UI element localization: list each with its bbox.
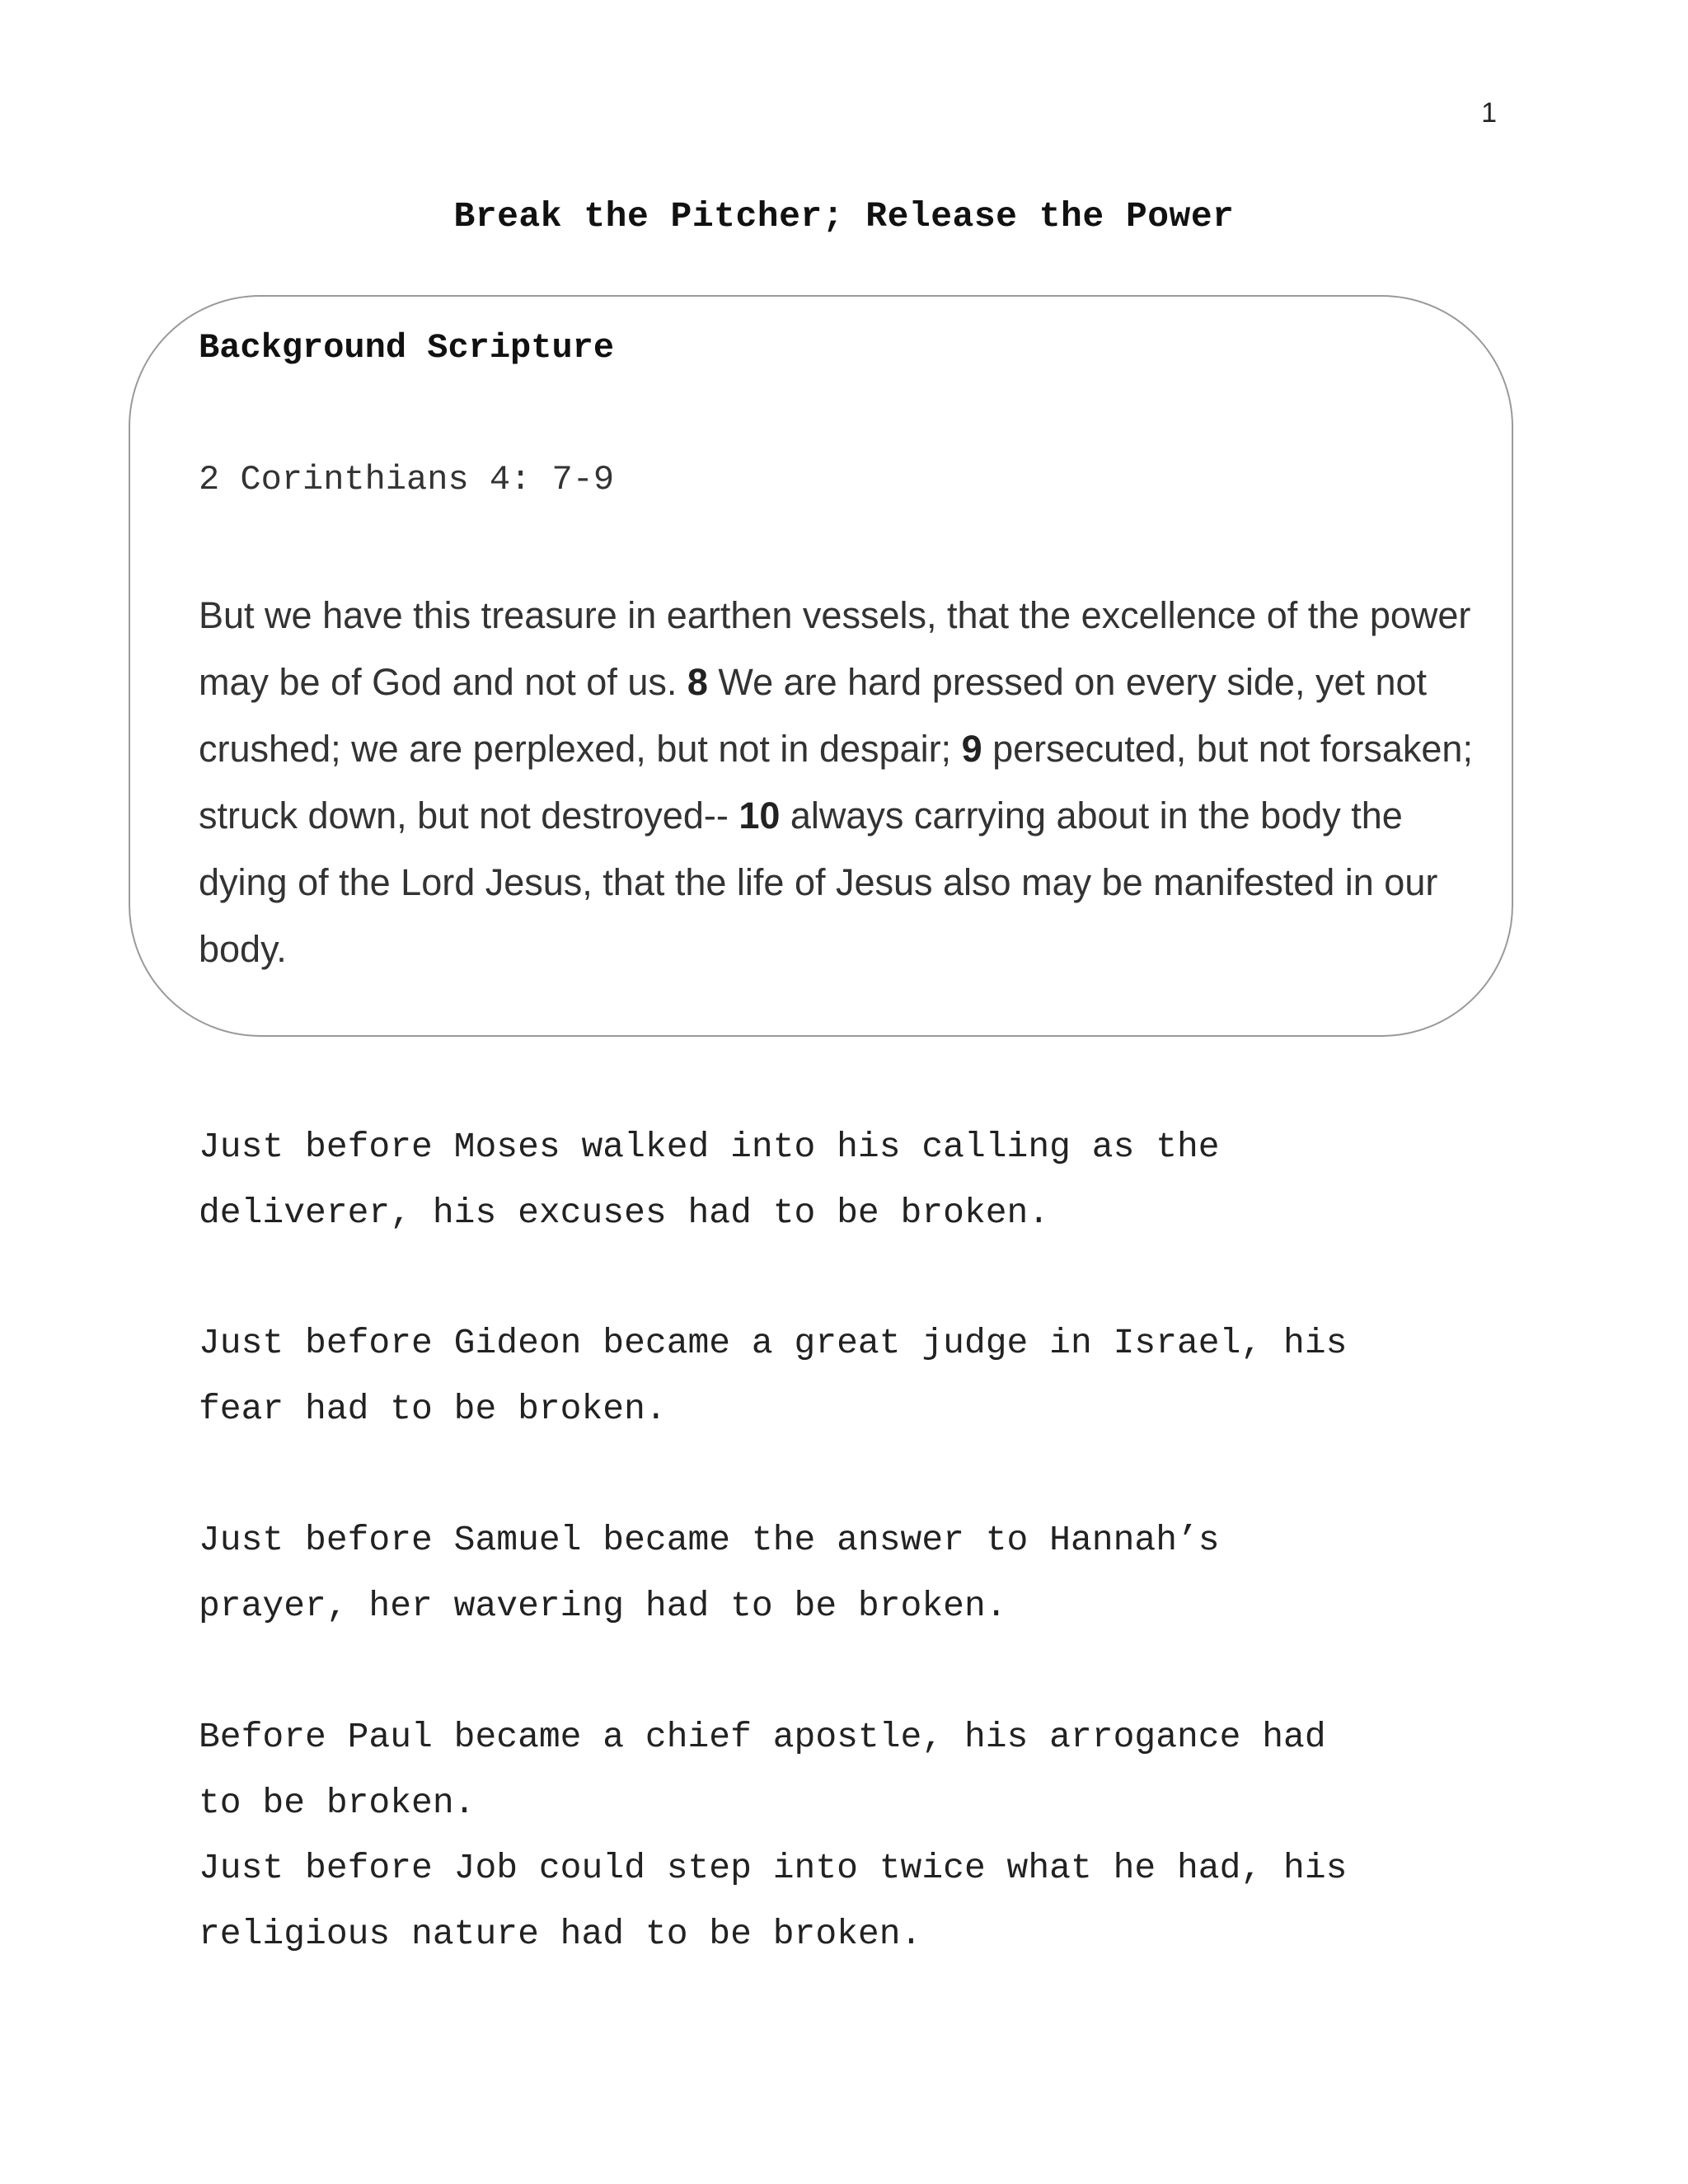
paragraph-line: Just before Samuel became the answer to Hannah’s xyxy=(199,1520,1220,1560)
passage-text: But we have this treasure in earthen vessels, that the excellence of the power may be of God and not of us. xyxy=(199,594,1471,703)
passage-text: persecuted, but not forsaken; struck down, but not destroyed-- xyxy=(199,728,1473,837)
scripture-heading: Background Scripture xyxy=(199,328,615,368)
paragraph-line: fear had to be broken. xyxy=(199,1389,667,1429)
verse-number: 10 xyxy=(738,794,781,837)
paragraph-line: Just before Gideon became a great judge in Israel, his xyxy=(199,1323,1348,1363)
paragraph-line: Just before Job could step into twice what he had, his xyxy=(199,1848,1348,1888)
scripture-passage xyxy=(199,582,1501,982)
passage-text: We are hard pressed on every side, yet not crushed; we are perplexed, but not in despair; xyxy=(199,661,1428,770)
verse-number: 8 xyxy=(687,661,708,703)
paragraph-line: prayer, her wavering had to be broken. xyxy=(199,1586,1007,1626)
page-number: 1 xyxy=(1481,97,1497,129)
paragraph-moses xyxy=(199,1114,1559,1246)
paragraph-job xyxy=(199,1835,1559,1967)
passage-text: always carrying about in the body the dying of the Lord Jesus, that the life of Jesus also may be manifested in our body. xyxy=(199,794,1438,970)
paragraph-line: Just before Moses walked into his calling as the xyxy=(199,1127,1220,1167)
paragraph-gideon xyxy=(199,1310,1559,1442)
document-title: Break the Pitcher; Release the Power xyxy=(453,196,1235,237)
paragraph-line: religious nature had to be broken. xyxy=(199,1914,922,1954)
paragraph-line: deliverer, his excuses had to be broken. xyxy=(199,1193,1050,1233)
paragraph-line: Before Paul became a chief apostle, his arrogance had xyxy=(199,1717,1326,1757)
verse-number: 9 xyxy=(961,728,982,770)
paragraph-paul xyxy=(199,1704,1559,1836)
paragraph-line: to be broken. xyxy=(199,1783,476,1823)
scripture-reference: 2 Corinthians 4: 7-9 xyxy=(199,460,615,499)
paragraph-samuel xyxy=(199,1507,1559,1639)
